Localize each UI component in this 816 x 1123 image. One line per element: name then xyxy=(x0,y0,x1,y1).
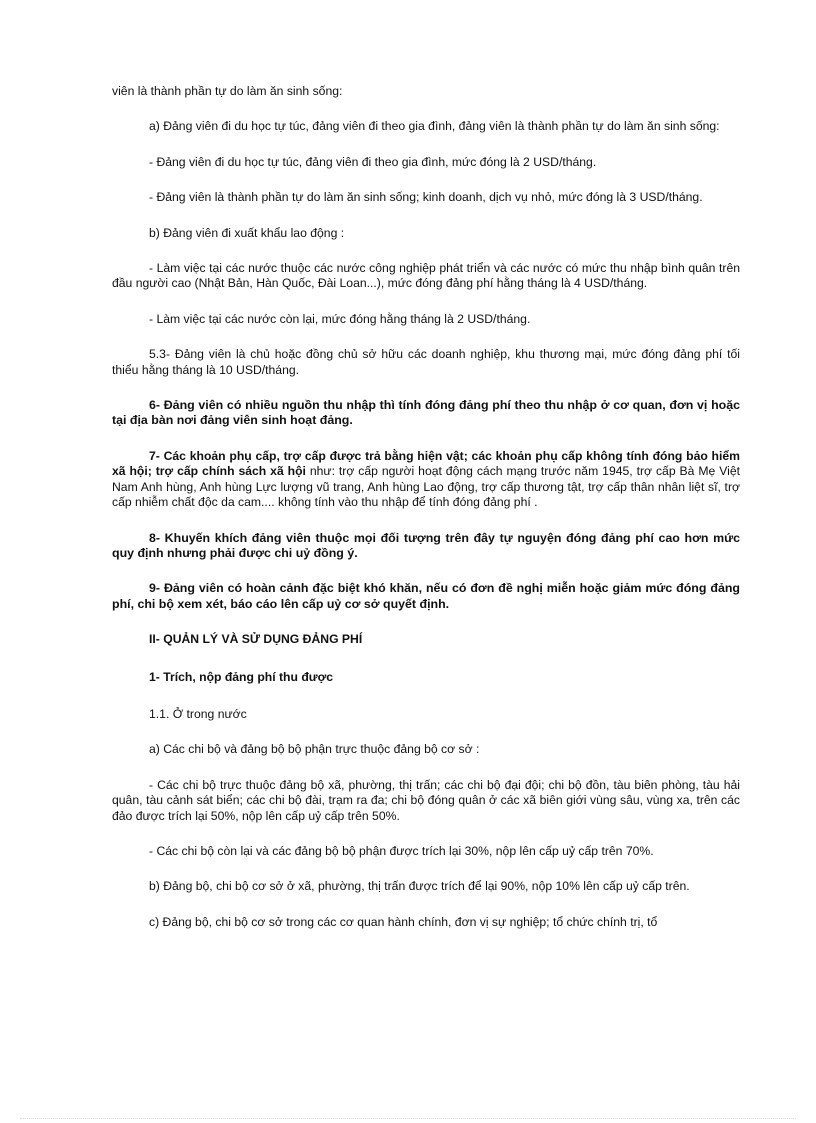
paragraph: b) Đảng bộ, chi bộ cơ sở ở xã, phường, thị trấn được trích để lại 90%, nộp 10% lên cấp uỷ cấp trên. xyxy=(149,879,690,894)
section-heading: II- QUẢN LÝ VÀ SỬ DỤNG ĐẢNG PHÍ xyxy=(149,632,363,647)
paragraph: - Làm việc tại các nước thuộc các nước công nghiệp phát triển và các nước có mức thu nhập bình quân trên đầu người cao (Nhật Bản, Hàn Quốc, Đài Loan...), mức đóng đảng phí hằng tháng là 4 USD/tháng. xyxy=(112,261,740,291)
paragraph: - Làm việc tại các nước còn lại, mức đóng hằng tháng là 2 USD/tháng. xyxy=(149,311,531,326)
paragraph: - Đảng viên đi du học tự túc, đảng viên đi theo gia đình, mức đóng là 2 USD/tháng. xyxy=(149,154,597,169)
paragraph-bold: 9- Đảng viên có hoàn cảnh đặc biệt khó khăn, nếu có đơn đề nghị miễn hoặc giảm mức đóng đảng phí, chi bộ xem xét, báo cáo lên cấp uỷ cơ sở quyết định. xyxy=(112,581,740,611)
page-bottom-divider xyxy=(20,1118,796,1119)
paragraph-lead: 7- Các khoản phụ cấp, trợ cấp được trả bằng hiện vật; các khoản phụ cấp không tính đóng bảo hiểm xã hội; trợ cấp chính sách xã hội xyxy=(112,448,740,479)
paragraph: c) Đảng bộ, chi bộ cơ sở trong các cơ quan hành chính, đơn vị sự nghiệp; tổ chức chính trị, tổ xyxy=(149,914,658,929)
paragraph: - Đảng viên là thành phần tự do làm ăn sinh sống; kinh doanh, dịch vụ nhỏ, mức đóng là 3 USD/tháng. xyxy=(149,190,703,205)
paragraph-bold: 6- Đảng viên có nhiều nguồn thu nhập thì tính đóng đảng phí theo thu nhập ở cơ quan, đơn vị hoặc tại địa bàn nơi đảng viên sinh hoạt đảng. xyxy=(112,398,740,428)
paragraph: a) Các chi bộ và đảng bộ bộ phận trực thuộc đảng bộ cơ sở : xyxy=(149,742,480,757)
document-body xyxy=(112,84,740,950)
paragraph: - Các chi bộ còn lại và các đảng bộ bộ phận được trích lại 30%, nộp lên cấp uỷ cấp trên 70%. xyxy=(149,843,654,858)
paragraph-rest: như: trợ cấp người hoạt động cách mạng trước năm 1945, trợ cấp Bà Mẹ Việt Nam Anh hùng, Anh hùng Lực lượng vũ trang, Anh hùng Lao động, trợ cấp thương tật, trợ cấp thân nhân liệt sĩ, trợ cấp nhiễm chất độc da cam.... không tính vào thu nhập để tính đóng đảng phí . xyxy=(112,464,740,510)
paragraph-mixed xyxy=(112,449,740,511)
paragraph: 1.1. Ở trong nước xyxy=(149,706,247,721)
paragraph: - Các chi bộ trực thuộc đảng bộ xã, phường, thị trấn; các chi bộ đại đội; chi bộ đồn, tàu biên phòng, tàu hải quân, tàu cảnh sát biển; các chi bộ đài, trạm ra đa; chi bộ đóng quân ở các xã biên giới vùng sâu, vùng xa, trên các đảo được trích lại 50%, nộp lên cấp uỷ cấp trên 50%. xyxy=(112,777,740,823)
sub-heading: 1- Trích, nộp đảng phí thu được xyxy=(149,669,334,684)
paragraph: 5.3- Đảng viên là chủ hoặc đồng chủ sở hữu các doanh nghiệp, khu thương mại, mức đóng đảng phí tối thiểu hằng tháng là 10 USD/tháng. xyxy=(112,347,740,377)
paragraph: a) Đảng viên đi du học tự túc, đảng viên đi theo gia đình, đảng viên là thành phần tự do làm ăn sinh sống: xyxy=(149,119,720,134)
paragraph-bold: 8- Khuyến khích đảng viên thuộc mọi đối tượng trên đây tự nguyện đóng đảng phí cao hơn mức quy định nhưng phải được chi uỷ đồng ý. xyxy=(112,530,740,560)
paragraph: viên là thành phần tự do làm ăn sinh sống: xyxy=(112,84,343,98)
paragraph: b) Đảng viên đi xuất khẩu lao động : xyxy=(149,225,345,240)
